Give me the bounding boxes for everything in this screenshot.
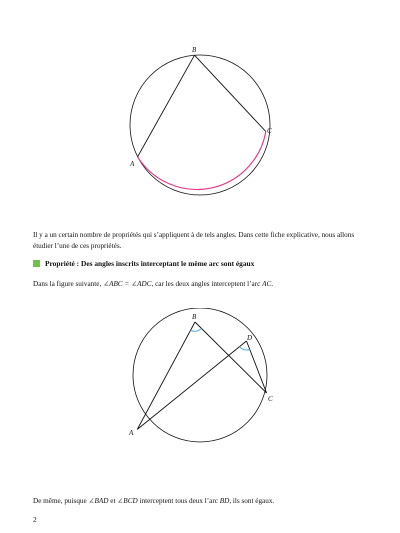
segment-ad [137, 341, 246, 429]
circle [133, 308, 267, 442]
text: , ils sont égaux. [229, 497, 275, 505]
property-heading [33, 259, 254, 268]
text: Dans la figure suivante, [33, 280, 104, 288]
heading-text: Propriété : Des angles inscrits interceptant le même arc sont égaux [45, 259, 255, 268]
paragraph-figure-statement [33, 279, 367, 290]
paragraph-conclusion [33, 496, 367, 507]
text: . [271, 280, 274, 288]
math-arc: AC [262, 280, 272, 288]
page-number: 2 [33, 515, 37, 524]
text: , car les deux angles interceptent l’arc [151, 280, 263, 288]
segment-dc [247, 341, 267, 393]
label-d: D [247, 334, 253, 342]
math-angle-bcd: ∠BCD [117, 497, 138, 505]
highlighted-arc-ac [138, 132, 266, 190]
label-b: B [192, 313, 197, 321]
segment-ab [137, 322, 195, 429]
segment-ab [138, 55, 195, 157]
figure-inscribed-angle [0, 40, 400, 200]
text: interceptent tous deux l’arc [137, 497, 220, 505]
label-a: A [130, 160, 135, 168]
math-angles: ∠ABC = ∠ADC [103, 280, 152, 288]
label-c: C [268, 395, 273, 403]
math-arc: BD [219, 497, 230, 505]
label-c: C [267, 127, 272, 135]
figure-equal-inscribed-angles [0, 308, 400, 443]
heading-marker-icon [33, 260, 40, 267]
angle-mark-d [240, 347, 250, 350]
paragraph-intro: Il y a un certain nombre de propriétés qui s’appliquent à de tels angles. Dans cette fiche explicative, nous allons étudier l’une de ces propriétés. [33, 231, 355, 250]
circle [130, 55, 270, 195]
segment-bc [195, 55, 266, 131]
label-b: B [192, 46, 197, 54]
segment-bc [195, 322, 267, 393]
angle-mark-b [191, 328, 202, 331]
text: De même, puisque [33, 497, 89, 505]
label-a: A [129, 429, 134, 437]
text: et [108, 497, 118, 505]
math-angle-bad: ∠BAD [88, 497, 109, 505]
